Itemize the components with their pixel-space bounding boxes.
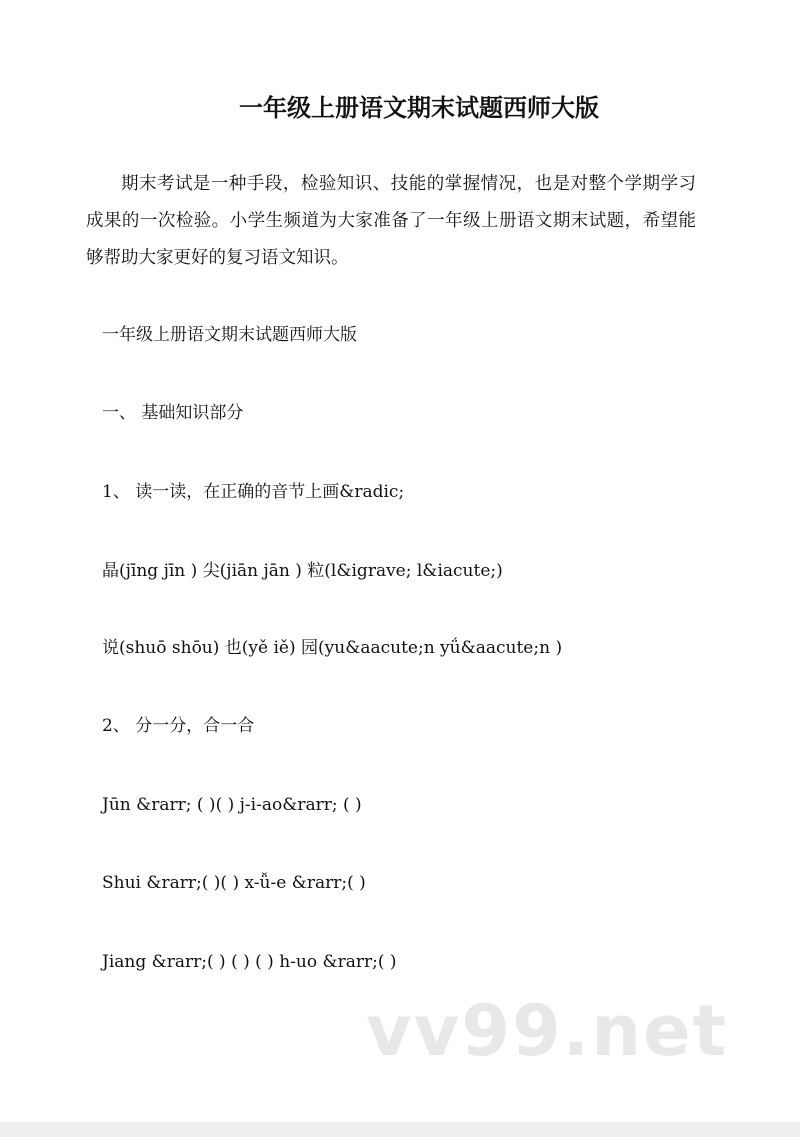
intro-paragraph: 期末考试是一种手段，检验知识、技能的掌握情况，也是对整个学期学习成果的一次检验。小学生频道为大家准备了一年级上册语文期末试题，希望能够帮助大家更好的复习语文知识。 [86, 174, 696, 268]
question-2-line-3: Jiang &rarr;( ) ( ) ( ) h-uo &rarr;( ) [102, 952, 397, 972]
question-2: 2、 分一分，合一合 [102, 716, 255, 736]
subtitle: 一年级上册语文期末试题西师大版 [102, 325, 357, 345]
question-2-line-2: Shui &rarr;( )( ) x-ǚ-e &rarr;( ) [102, 873, 366, 893]
page-title: 一年级上册语文期末试题西师大版 [239, 94, 599, 122]
page-bottom-edge [0, 1122, 800, 1137]
question-1: 1、 读一读，在正确的音节上画&radic; [102, 482, 405, 502]
question-1-line-2: 说(shuō shōu) 也(yě iě) 园(yu&aacute;n yǘ&aacute;n ) [102, 638, 563, 658]
question-1-line-1: 晶(jīng jīn ) 尖(jiān jān ) 粒(l&igrave; l&iacute;) [102, 561, 503, 581]
question-2-line-1: Jūn &rarr; ( )( ) j-i-ao&rarr; ( ) [102, 795, 362, 815]
section-heading: 一、 基础知识部分 [102, 403, 244, 423]
watermark: vv99.net [366, 990, 729, 1072]
